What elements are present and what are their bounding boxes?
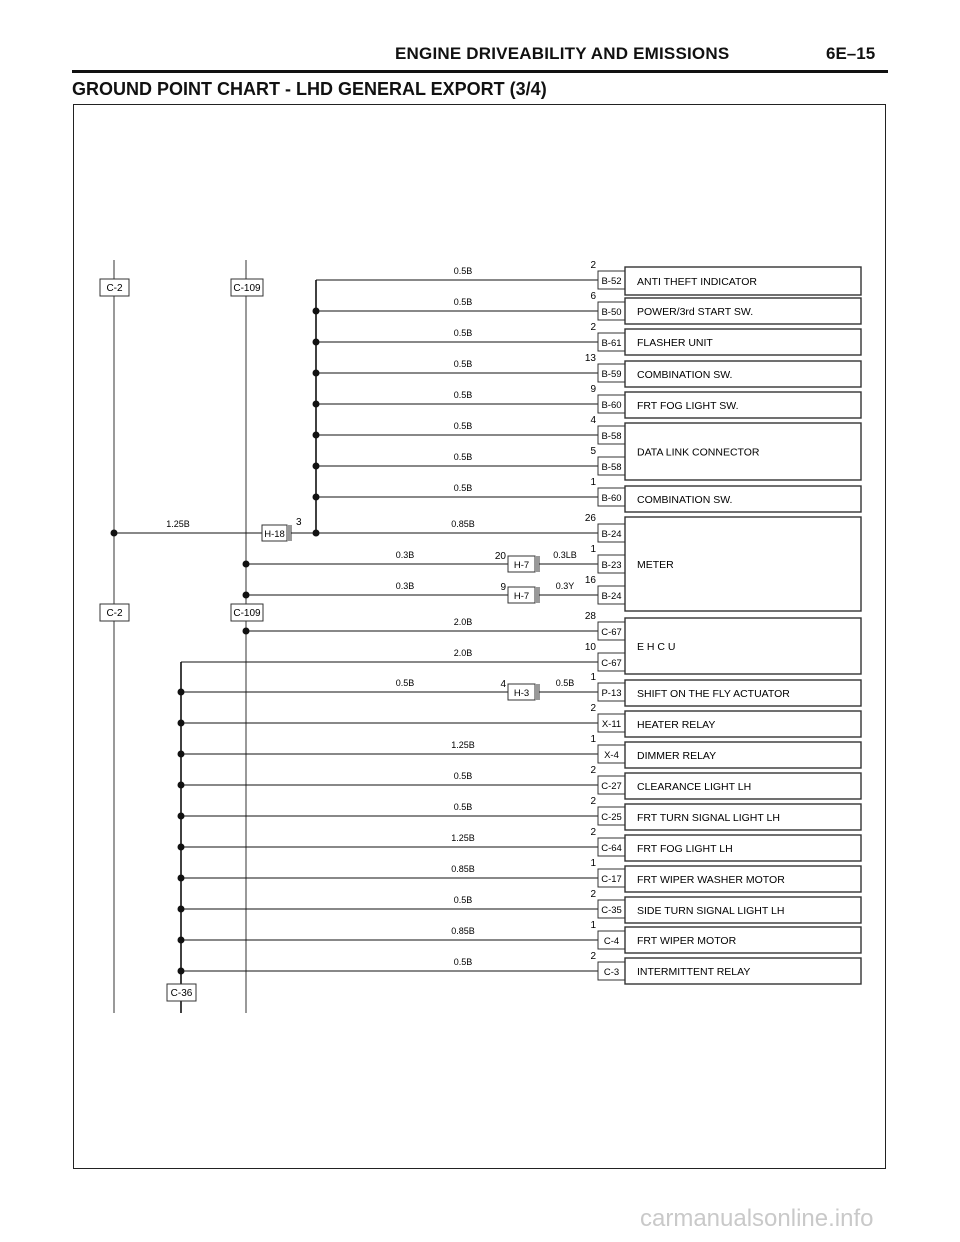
junction-dot [178,906,185,913]
ground-row [316,260,625,289]
connector-label: B-50 [601,307,622,318]
wire-spec-label: 1.25B [451,740,475,750]
junction-dot [178,720,185,727]
junction-dot [178,968,185,975]
component-box [625,486,861,512]
component-name: DIMMER RELAY [637,750,717,762]
component-box [625,866,861,892]
ground-row [243,611,626,640]
component-box [625,329,861,355]
component-name: POWER/3rd START SW. [637,306,754,318]
junction-dot [313,308,320,315]
ground-row [178,858,626,887]
connector-label: C-27 [601,781,622,792]
component-box [625,392,861,418]
inline-connector-label: H-3 [513,688,530,699]
component-box [625,927,861,953]
pin-number: 1 [590,858,596,869]
wire-spec-label: 2.0B [453,617,473,627]
ground-row [178,920,626,949]
connector-label: C-67 [601,627,622,638]
pin-number: 1 [590,734,596,745]
wire-spec-label: 0.5B [453,895,473,905]
component-name: FRT TURN SIGNAL LIGHT LH [637,812,780,824]
pin-number: 2 [590,260,596,271]
wire-spec-label: 0.85B [451,519,475,529]
ground-row [178,951,626,980]
junction-dot [243,592,250,599]
connector-label: B-60 [601,400,622,411]
junction-dot [178,844,185,851]
ground-row [178,827,626,856]
wire-spec-label: 0.5B [453,421,473,431]
ground-row [313,513,626,542]
component-box [625,773,861,799]
connector-label: C-4 [603,936,620,947]
component-name: SIDE TURN SIGNAL LIGHT LH [637,905,785,917]
ground-row [178,765,626,794]
c109-bottom-label: C-109 [233,608,261,619]
component-name: HEATER RELAY [637,719,716,731]
inline-connector-label: H-7 [513,560,530,571]
component-name: METER [637,559,674,571]
pin-number: 1 [590,544,596,555]
inline-pin-number: 9 [500,582,506,593]
connector-label: C-35 [601,905,622,916]
component-box [625,618,861,674]
ground-row [178,796,626,825]
wire-spec-label: 0.5B [395,678,415,688]
connector-label: C-25 [601,812,622,823]
inline-pin-number: 4 [500,679,506,690]
connector-label: B-58 [601,462,622,473]
wire-spec-label: 0.3B [395,550,415,560]
junction-dot [178,813,185,820]
junction-dot [313,432,320,439]
junction-dot [178,937,185,944]
pin-number: 13 [584,353,596,364]
pin-number: 6 [590,291,596,302]
component-box [625,423,861,480]
component-name: FRT FOG LIGHT SW. [637,400,739,412]
junction-dot [243,561,250,568]
junction-dot [313,463,320,470]
wire-spec-label: 0.3LB [553,550,577,560]
component-name: COMBINATION SW. [637,369,733,381]
component-box [625,835,861,861]
junction-dot [178,689,185,696]
pin-number: 4 [590,415,596,426]
component-name: ANTI THEFT INDICATOR [637,276,757,288]
junction-dot [313,530,320,537]
ground-row [178,672,626,701]
component-name: FRT WIPER MOTOR [637,935,737,947]
wire-spec-label: 0.5B [453,771,473,781]
connector-label: P-13 [601,688,622,699]
ground-row [243,575,626,604]
pin-number: 2 [590,765,596,776]
component-box [625,958,861,984]
ground-row [313,446,626,475]
connector-label: B-23 [601,560,622,571]
wire-spec-label: 1.25B [451,833,475,843]
wire-spec-label: 0.5B [453,266,473,276]
pin-number: 2 [590,951,596,962]
wire-spec-label: 0.5B [453,359,473,369]
connector-label: C-64 [601,843,622,854]
header-section-title: ENGINE DRIVEABILITY AND EMISSIONS [395,44,730,63]
component-name: DATA LINK CONNECTOR [637,446,760,459]
wire-spec-label: 0.5B [453,390,473,400]
connector-label: B-61 [601,338,622,349]
wire-spec-label: 0.3Y [555,581,575,591]
component-name: FLASHER UNIT [637,337,713,349]
c36-label: C-36 [170,988,193,999]
h18-connector-label: H-18 [264,529,285,540]
component-box [625,711,861,737]
wire-spec-label: 0.5B [453,802,473,812]
wire-spec-label: 0.5B [453,452,473,462]
connector-label: C-17 [601,874,622,885]
wire-spec-label: 0.85B [451,926,475,936]
connector-label: X-4 [604,750,619,761]
pin-number: 2 [590,889,596,900]
ground-row [178,734,626,763]
ground-row [178,703,626,732]
pin-number: 2 [590,703,596,714]
junction-dot [313,370,320,377]
component-name: FRT FOG LIGHT LH [637,843,733,855]
component-name: E H C U [637,641,676,653]
h18-c2-junction [111,530,118,537]
connector-label: B-52 [601,276,622,287]
wire-spec-label: 2.0B [453,648,473,658]
c2-top-label: C-2 [106,283,123,294]
ground-row [313,415,626,444]
pin-number: 5 [590,446,596,457]
ground-row [181,642,625,671]
inline-pin-number: 20 [494,551,506,562]
pin-number: 9 [590,384,596,395]
junction-dot [178,751,185,758]
component-name: CLEARANCE LIGHT LH [637,781,752,793]
pin-number: 1 [590,477,596,488]
c109-top-label: C-109 [233,283,261,294]
component-box [625,517,861,611]
junction-dot [178,782,185,789]
wire-spec-label: 0.5B [453,957,473,967]
wire-spec-label: 0.5B [453,328,473,338]
connector-label: B-60 [601,493,622,504]
junction-dot [178,875,185,882]
ground-row [313,322,626,351]
component-name: INTERMITTENT RELAY [637,966,751,978]
watermark-text: carmanualsonline.info [640,1205,874,1232]
component-name: FRT WIPER WASHER MOTOR [637,874,785,886]
pin-number: 2 [590,322,596,333]
connector-label: B-24 [601,529,622,540]
component-box [625,742,861,768]
ground-row [243,544,626,573]
wire-spec-label: 0.85B [451,864,475,874]
component-box [625,897,861,923]
header-page-number: 6E–15 [826,44,876,63]
connector-label: C-67 [601,658,622,669]
junction-dot [313,401,320,408]
pin-number: 1 [590,672,596,683]
connector-label: B-24 [601,591,622,602]
component-box [625,680,861,706]
wire-spec-label: 0.5B [453,483,473,493]
junction-dot [313,494,320,501]
component-box [625,804,861,830]
h18-wire-label: 1.25B [166,519,190,529]
connector-label: B-58 [601,431,622,442]
ground-row [313,353,626,382]
pin-number: 2 [590,796,596,807]
pin-number: 28 [584,611,596,622]
inline-connector-label: H-7 [513,591,530,602]
junction-dot [243,628,250,635]
connector-label: X-11 [601,719,622,730]
component-box [625,361,861,387]
junction-dot [313,339,320,346]
page-title: GROUND POINT CHART - LHD GENERAL EXPORT (3/4) [72,79,547,99]
ground-row [313,477,626,506]
ground-rows [178,260,862,984]
component-box [625,298,861,324]
wire-spec-label: 0.5B [555,678,575,688]
component-name: COMBINATION SW. [637,494,733,506]
wire-spec-label: 0.5B [453,297,473,307]
h18-pin-number: 3 [296,517,302,528]
connector-label: B-59 [601,369,622,380]
wire-spec-label: 0.3B [395,581,415,591]
ground-row [313,291,626,320]
component-box [625,267,861,295]
pin-number: 10 [584,642,596,653]
ground-row [178,889,626,918]
connector-label: C-3 [603,967,620,978]
pin-number: 2 [590,827,596,838]
c2-bottom-label: C-2 [106,608,123,619]
pin-number: 16 [584,575,596,586]
pin-number: 26 [584,513,596,524]
ground-row [313,384,626,413]
pin-number: 1 [590,920,596,931]
component-name: SHIFT ON THE FLY ACTUATOR [637,688,790,700]
